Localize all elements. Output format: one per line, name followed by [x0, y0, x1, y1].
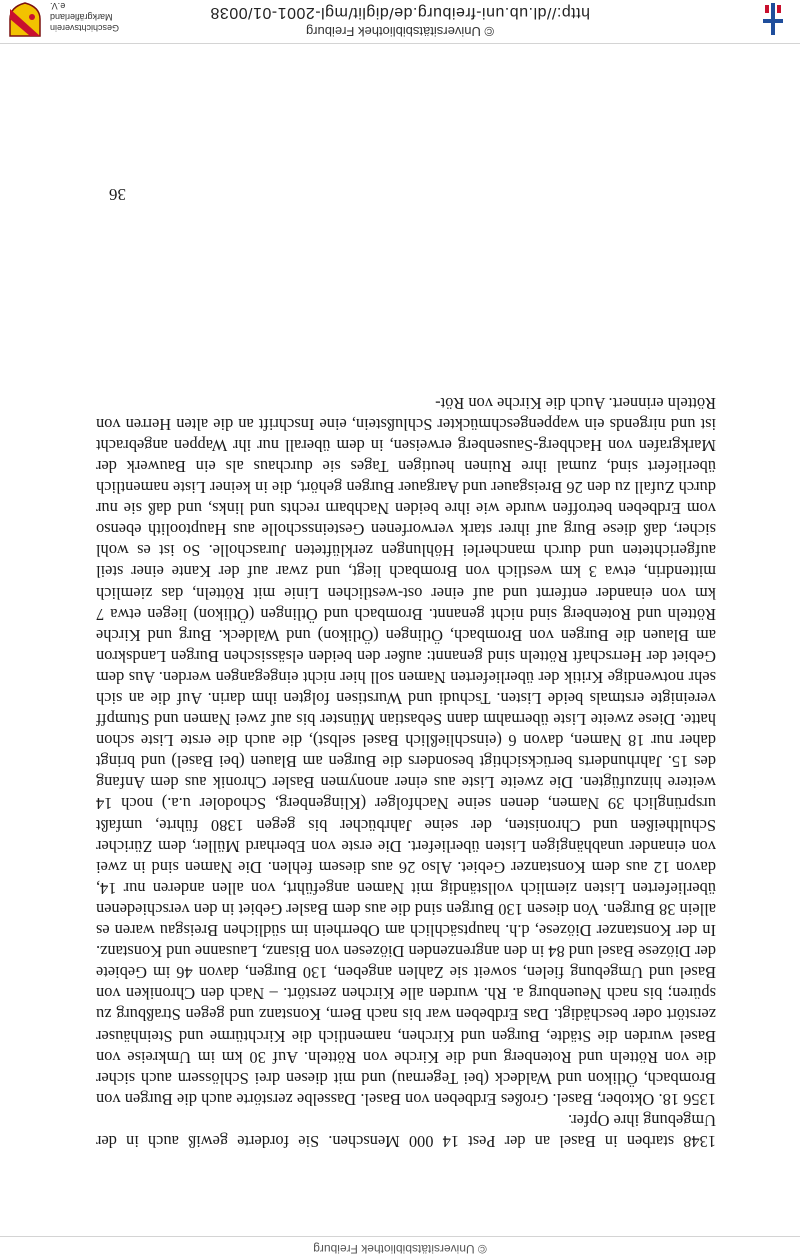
header-text: © Universitätsbibliothek Freiburg: [313, 1242, 487, 1256]
footer-url-link[interactable]: http://dl.ub.uni-freiburg.de/diglit/mgl-2001-01/0038: [210, 4, 590, 21]
paragraph-1356: 1356 18. Oktober, Basel. Großes Erdbeben von Basel. Dasselbe zerstörte auch die Burgen von Brombach, Ötlikon und Waldeck (bei Tegernau) und mit diesen drei Schlössern auch sicher die von Rötteln und Rotenberg und die Kirche von Rötteln. Auf 30 km im Umkreise von Basel wurden die Städte, Burgen und Kirchen, namentlich die Kirchtürme und Steinhäuser zerstört oder beschädigt. Das Erdbeben war bis nach Bern, Konstanz und gegen Straßburg zu spüren; bis nach Neuenburg a. Rh. wurden alle Kirchen zerstört. – Nach den Chroniken von Basel und Umgebung fielen, soweit sie Zahlen angeben, 130 Burgen, davon 46 im Gebiete der Diözese Basel und 84 in den angrenzenden Diözesen von Bisanz, Lausanne und Konstanz. In der Konstanzer Diözese, d.h. hauptsächlich am Oberrhein im südlichen Breisgau waren es allein 38 Burgen. Von diesen 130 Burgen sind die aus dem Basler Gebiet in den verschiedenen überlieferten Listen ziemlich vollständig mit Namen angeführt, von allen anderen nur 14, davon 12 aus dem Konstanzer Gebiet. Also 26 aus diesem fehlen. Die Namen sind in zwei von einander unabhängigen Listen überliefert. Die erste von Eberhard Müller, dem Züricher Schultheißen und Chronisten, der seine Jahrbücher bis gegen 1380 führte, umfaßt ursprünglich 39 Namen, denen seine Nachfolger (Klingenberg, Schodoler u.a.) noch 14 weitere hinzufügten. Die zweite Liste aus einer anonymen Basler Chronik aus dem Anfang des 15. Jahrhunderts berücksichtigt besonders die Burgen am Blauen (bei Basel) und bringt daher nur 18 Namen, davon 6 (einschließlich Basel selbst), die auch die erste Liste schon hatte. Diese zweite Liste übernahm dann Sebastian Münster bis auf zwei Namen und Stumpff vereinigte erstmals beide Listen. Tschudi und Wurstisen folgten ihm darin. Auf die an sich sehr notwendige Kritik der überlieferten Namen soll hier nicht eingegangen werden. Aus dem Gebiet der Herrschaft Rötteln sind genannt: außer den beiden elsässischen Burgen Landskron am Blauen die Burgen von Brombach, Ötlingen (Ötlikon) und Waldeck. Burg und Kirche Rötteln und Rotenberg sind nicht genannt. Brombach und Ötlingen (Ötlikon) liegen etwa 7 km von einander entfernt und auf einer ost-westlichen Linie mit Rötteln, das ziemlich mittendrin, etwa 3 km westlich von Brombach liegt, und zwar auf der Kante einer steil aufgerichteten und durch mancherlei Höhlungen zerklüfteten Juraschollе. So ist es wohl sicher, daß diese Burg auf ihrer stark verworfenen Gesteinsscholle aus Hauptoolith ebenso vom Erdbeben betroffen wurde wie ihre beiden Nachbarn rechts und links, und daß sie nur durch Zufall zu den 26 Breisgauer und Aargauer Burgen gehört, die in keiner Liste namentlich überliefert sind, zumal ihre Ruinen heutigen Tages sie durchaus als ein Bauwerk der Markgrafen von Hachberg-Sausenberg erweisen, in dem überall nur ihr Wappen angebracht ist und nirgends ein wappengeschmückter Schlußstein, eine Inschrift an die alten Herren von Rötteln erinnert. Auch die Kirche von Röt-: [96, 393, 716, 1109]
society-logo: [6, 1, 120, 39]
paragraph-1348: 1348 starben in Basel an der Pest 14 000 Menschen. Sie forderte gewiß auch in der Umgebung ihre Opfer.: [96, 1110, 716, 1151]
body-text: [96, 393, 716, 1152]
page-footer: [0, 0, 800, 44]
society-name: Geschichtsverein Markgräflerland e.V.: [50, 1, 120, 33]
coat-of-arms-icon: [6, 1, 44, 39]
page-header: [0, 1236, 800, 1259]
page-number: 36: [109, 185, 126, 204]
footer-copyright: © Universitätsbibliothek Freiburg: [305, 24, 495, 39]
